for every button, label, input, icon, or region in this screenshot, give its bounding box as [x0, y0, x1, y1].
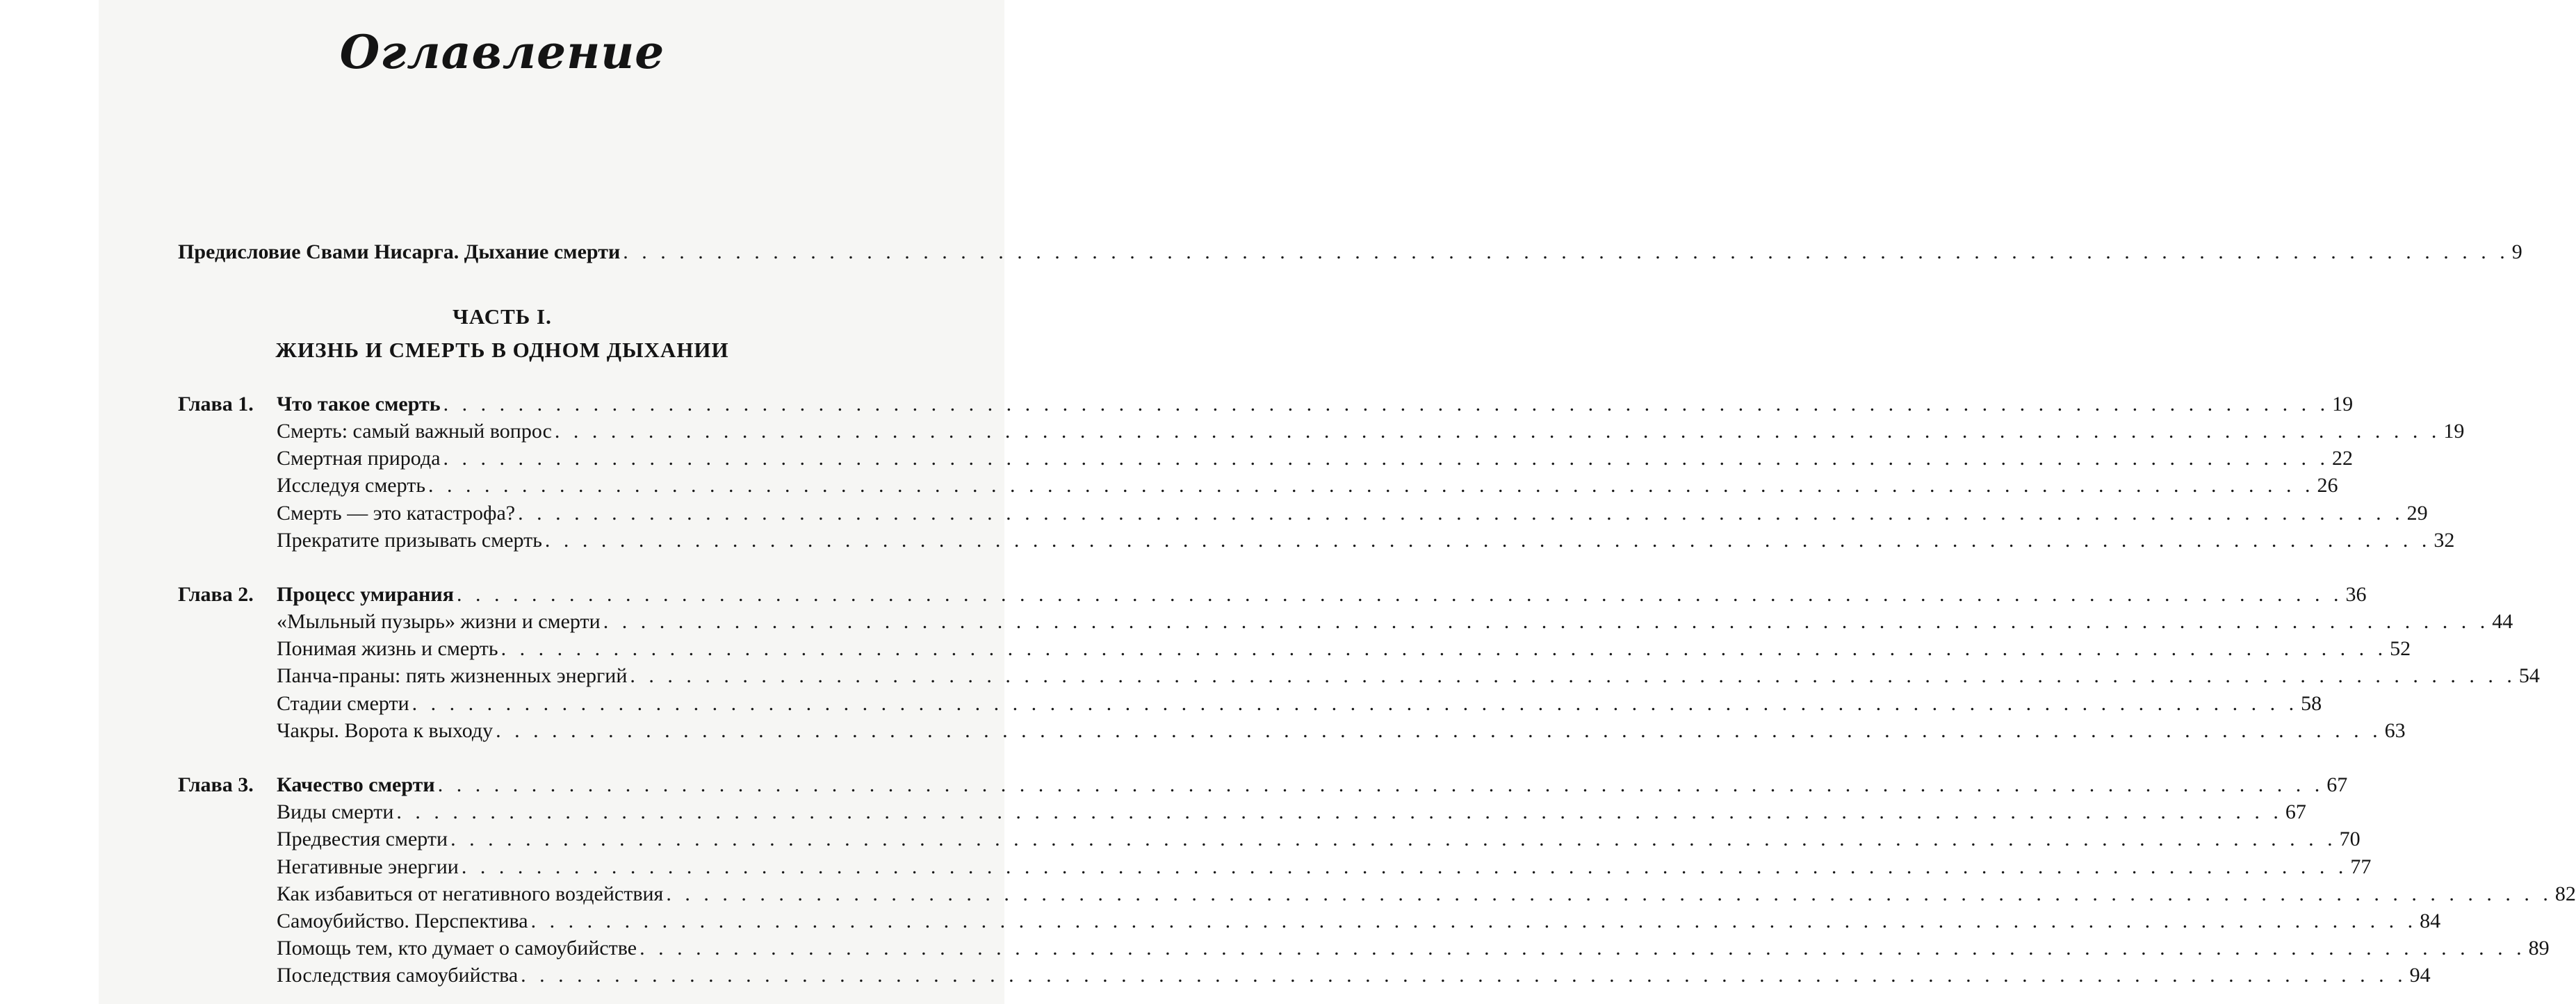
dot-leader: . . . . . . . . . . . . . . . . . . . . . . . . . . . . . . . . . . . . . . . . . . . . . . . . . . . . . . . . . . . . . . . . . . . . . . . . . . . . . . . . . . . . . . . . . . . . . . . . . . . . .: [428, 474, 2315, 497]
toc-title: Оглавление: [339, 25, 665, 79]
page-number: 19: [2332, 393, 2354, 415]
toc-entry: [277, 445, 2354, 472]
toc-entry-chapter: [277, 582, 2367, 608]
entry-title: Прекратите призывать смерть: [277, 529, 542, 552]
toc-entry: [277, 962, 2431, 989]
toc-entry: [277, 854, 2372, 880]
toc-entry: [277, 500, 2428, 527]
dot-leader: . . . . . . . . . . . . . . . . . . . . . . . . . . . . . . . . . . . . . . . . . . . . . . . . . . . . . . . . . . . . . . . . . . . . . . . . . . . . . . . . . . . . . . . . . . . . . . . . . . . . .: [443, 393, 2330, 415]
dot-leader: . . . . . . . . . . . . . . . . . . . . . . . . . . . . . . . . . . . . . . . . . . . . . . . . . . . . . . . . . . . . . . . . . . . . . . . . . . . . . . . . . . . . . . . . . . . . . . . . . . . . .: [603, 610, 2490, 633]
entry-title: Виды смерти: [277, 800, 394, 823]
page-number: 82: [2554, 882, 2576, 905]
dot-leader: . . . . . . . . . . . . . . . . . . . . . . . . . . . . . . . . . . . . . . . . . . . . . . . . . . . . . . . . . . . . . . . . . . . . . . . . . . . . . . . . . . . . . . . . . . . . . . . . . . . . .: [461, 855, 2348, 878]
part-title: ЖИЗНЬ И СМЕРТЬ В ОДНОМ ДЫХАНИИ: [275, 338, 729, 362]
dot-leader: . . . . . . . . . . . . . . . . . . . . . . . . . . . . . . . . . . . . . . . . . . . . . . . . . . . . . . . . . . . . . . . . . . . . . . . . . . . . . . . . . . . . . . . . . . . . . . . . . . . . .: [500, 637, 2388, 660]
chapter-label: Глава 1.: [178, 393, 254, 415]
page-number: 63: [2384, 719, 2406, 742]
dot-leader: . . . . . . . . . . . . . . . . . . . . . . . . . . . . . . . . . . . . . . . . . . . . . . . . . . . . . . . . . . . . . . . . . . . . . . . . . . . . . . . . . . . . . . . . . . . . . . . . . . . . .: [411, 692, 2299, 715]
page-number: 32: [2434, 529, 2455, 552]
entry-title: Понимая жизнь и смерть: [277, 637, 498, 660]
dot-leader: . . . . . . . . . . . . . . . . . . . . . . . . . . . . . . . . . . . . . . . . . . . . . . . . . . . . . . . . . . . . . . . . . . . . . . . . . . . . . . . . . . . . . . . . . . . . . . . . . . . . .: [437, 773, 2324, 796]
page-number: 54: [2518, 664, 2540, 687]
dot-leader: . . . . . . . . . . . . . . . . . . . . . . . . . . . . . . . . . . . . . . . . . . . . . . . . . . . . . . . . . . . . . . . . . . . . . . . . . . . . . . . . . . . . . . . . . . . . . . . . . . . . .: [521, 964, 2407, 987]
page-number: 9: [2511, 240, 2522, 263]
page-number: 52: [2390, 637, 2411, 660]
toc-entry: [277, 609, 2513, 635]
page-number: 84: [2420, 910, 2441, 932]
page-number: 89: [2528, 937, 2550, 960]
page-margin: [0, 0, 99, 1004]
part-number: ЧАСТЬ I.: [453, 304, 552, 329]
page-number: 22: [2332, 447, 2354, 470]
page-number: 36: [2345, 583, 2367, 606]
entry-title: Стадии смерти: [277, 692, 409, 715]
toc-entry: [277, 935, 2550, 962]
entry-title: Самоубийство. Перспектива: [277, 910, 528, 932]
page-number: 67: [2285, 800, 2306, 823]
entry-title: Как избавиться от негативного воздействия: [277, 882, 664, 905]
entry-title: Чакры. Ворота к выходу: [277, 719, 494, 742]
page-number: 70: [2339, 828, 2361, 850]
toc-entry: [277, 472, 2338, 499]
entry-title: «Мыльный пузырь» жизни и смерти: [277, 610, 601, 633]
toc-entry: [277, 881, 2576, 907]
toc-entry: [277, 826, 2361, 853]
dot-leader: . . . . . . . . . . . . . . . . . . . . . . . . . . . . . . . . . . . . . . . . . . . . . . . . . . . . . . . . . . . . . . . . . . . . . . . . . . . . . . . . . . . . . . . . . . . . . . . . . . . . .: [544, 529, 2431, 552]
entry-title: Панча-праны: пять жизненных энергий: [277, 664, 628, 687]
entry-title: Смерть: самый важный вопрос: [277, 420, 552, 443]
entry-title: Негативные энергии: [277, 855, 459, 878]
entry-title: Предвестия смерти: [277, 828, 448, 850]
toc-entry: [277, 527, 2455, 554]
dot-leader: . . . . . . . . . . . . . . . . . . . . . . . . . . . . . . . . . . . . . . . . . . . . . . . . . . . . . . . . . . . . . . . . . . . . . . . . . . . . . . . . . . . . . . . . . . . . . . . . . . . . .: [496, 719, 2382, 742]
dot-leader: . . . . . . . . . . . . . . . . . . . . . . . . . . . . . . . . . . . . . . . . . . . . . . . . . . . . . . . . . . . . . . . . . . . . . . . . . . . . . . . . . . . . . . . . . . . . . . . . . . . . .: [639, 937, 2526, 960]
page-number: 26: [2317, 474, 2338, 497]
entry-title: Помощь тем, кто думает о самоубийстве: [277, 937, 637, 960]
page-number: 29: [2406, 502, 2428, 525]
toc-entry: [277, 718, 2406, 744]
dot-leader: . . . . . . . . . . . . . . . . . . . . . . . . . . . . . . . . . . . . . . . . . . . . . . . . . . . . . . . . . . . . . . . . . . . . . . . . . . . . . . . . . . . . . . . . . . . . . . . . . . . . .: [630, 664, 2516, 687]
toc-entry: [277, 636, 2411, 662]
dot-leader: . . . . . . . . . . . . . . . . . . . . . . . . . . . . . . . . . . . . . . . . . . . . . . . . . . . . . . . . . . . . . . . . . . . . . . . . . . . . . . . . . . . . . . . . . . . . . . . . . . . . .: [450, 828, 2337, 850]
page-number: 44: [2492, 610, 2513, 633]
toc-entry: [277, 799, 2306, 825]
chapter-label: Глава 2.: [178, 583, 254, 606]
page-number: 58: [2301, 692, 2322, 715]
entry-title: Исследуя смерть: [277, 474, 426, 497]
entry-title: Смерть — это катастрофа?: [277, 502, 516, 525]
page-number: 19: [2443, 420, 2465, 443]
dot-leader: . . . . . . . . . . . . . . . . . . . . . . . . . . . . . . . . . . . . . . . . . . . . . . . . . . . . . . . . . . . . . . . . . . . . . . . . . . . . . . . . . . . . . . . . . . . . . . . . . . . . .: [666, 882, 2552, 905]
dot-leader: . . . . . . . . . . . . . . . . . . . . . . . . . . . . . . . . . . . . . . . . . . . . . . . . . . . . . . . . . . . . . . . . . . . . . . . . . . . . . . . . . . . . . . . . . . . . . . . . . . . . .: [396, 800, 2283, 823]
page-number: 77: [2350, 855, 2372, 878]
toc-entry-chapter: [277, 391, 2354, 418]
dot-leader: . . . . . . . . . . . . . . . . . . . . . . . . . . . . . . . . . . . . . . . . . . . . . . . . . . . . . . . . . . . . . . . . . . . . . . . . . . . . . . . . . . . . . . . . . . . . . . . . . . . . .: [623, 240, 2509, 263]
entry-title: Последствия самоубийства: [277, 964, 519, 987]
page-number: 67: [2326, 773, 2348, 796]
toc-entry: [277, 908, 2441, 935]
entry-title: Процесс умирания: [277, 583, 454, 606]
toc-entry: [277, 663, 2540, 689]
page-number: 94: [2409, 964, 2431, 987]
chapter-label: Глава 3.: [178, 773, 254, 796]
dot-leader: . . . . . . . . . . . . . . . . . . . . . . . . . . . . . . . . . . . . . . . . . . . . . . . . . . . . . . . . . . . . . . . . . . . . . . . . . . . . . . . . . . . . . . . . . . . . . . . . . . . . .: [530, 910, 2418, 932]
toc-entry: [277, 691, 2322, 717]
toc-entry-preface: [178, 239, 2522, 265]
toc-entry-chapter: [277, 772, 2348, 798]
entry-title: Предисловие Свами Нисарга. Дыхание смерти: [178, 240, 621, 263]
dot-leader: . . . . . . . . . . . . . . . . . . . . . . . . . . . . . . . . . . . . . . . . . . . . . . . . . . . . . . . . . . . . . . . . . . . . . . . . . . . . . . . . . . . . . . . . . . . . . . . . . . . . .: [554, 420, 2441, 443]
dot-leader: . . . . . . . . . . . . . . . . . . . . . . . . . . . . . . . . . . . . . . . . . . . . . . . . . . . . . . . . . . . . . . . . . . . . . . . . . . . . . . . . . . . . . . . . . . . . . . . . . . . . .: [518, 502, 2404, 525]
toc-entry: [277, 418, 2465, 445]
entry-title: Что такое смерть: [277, 393, 441, 415]
entry-title: Качество смерти: [277, 773, 435, 796]
dot-leader: . . . . . . . . . . . . . . . . . . . . . . . . . . . . . . . . . . . . . . . . . . . . . . . . . . . . . . . . . . . . . . . . . . . . . . . . . . . . . . . . . . . . . . . . . . . . . . . . . . . . .: [443, 447, 2330, 470]
entry-title: Смертная природа: [277, 447, 441, 470]
dot-leader: . . . . . . . . . . . . . . . . . . . . . . . . . . . . . . . . . . . . . . . . . . . . . . . . . . . . . . . . . . . . . . . . . . . . . . . . . . . . . . . . . . . . . . . . . . . . . . . . . . . . .: [456, 583, 2343, 606]
